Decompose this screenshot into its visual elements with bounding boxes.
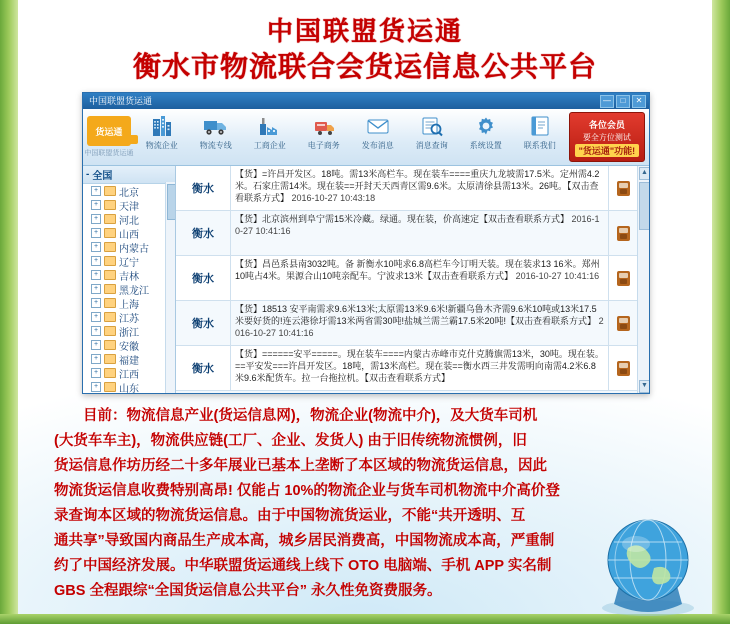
sidebar-item-label: 天津 xyxy=(119,201,139,213)
promo-line-2: 要全方位测试 xyxy=(582,132,631,142)
sidebar-item-tianjin[interactable] xyxy=(83,198,175,212)
phone-icon[interactable] xyxy=(617,181,630,196)
sidebar-item-shandong[interactable] xyxy=(83,380,175,394)
phone-icon[interactable] xyxy=(617,226,630,241)
paragraph-line-7: 约了中国经济发展。中华联盟货运通线上线下 OTO 电脑端、手机 APP 实名制 xyxy=(54,558,552,574)
cart-icon xyxy=(312,112,336,138)
paragraph-line-5: 录查询本区域的物流货运信息。由于中国物流货运业，不能“共开透明、互 xyxy=(54,508,526,524)
close-button[interactable]: ✕ xyxy=(632,95,646,108)
folder-icon xyxy=(104,186,116,196)
expand-icon[interactable]: + xyxy=(91,228,101,238)
folder-icon xyxy=(104,354,116,364)
expand-icon[interactable]: - xyxy=(86,169,90,180)
folder-icon xyxy=(104,340,116,350)
row-content[interactable] xyxy=(231,301,608,345)
sidebar-item-label: 内蒙古 xyxy=(119,243,149,255)
expand-icon[interactable]: + xyxy=(91,298,101,308)
region-tree-sidebar[interactable] xyxy=(83,166,176,394)
sidebar-item-fujian[interactable] xyxy=(83,352,175,366)
toolbar-label: 系统设置 xyxy=(469,141,502,150)
paragraph-line-1: 目前：物流信息产业(货运信息网)，物流企业(物流中介)，及大货车司机 xyxy=(83,408,538,424)
folder-icon xyxy=(104,256,116,266)
expand-icon[interactable]: + xyxy=(91,214,101,224)
scroll-down-arrow[interactable]: ▼ xyxy=(639,380,650,393)
row-timestamp: 2016-10-27 10:43:18 xyxy=(291,193,376,203)
toolbar-label: 工商企业 xyxy=(253,141,286,150)
toolbar-label: 消息查询 xyxy=(415,141,448,150)
page-title xyxy=(0,14,730,86)
sidebar-item-label: 山西 xyxy=(119,229,139,241)
title-line-2: 衡水市物流联合会货运信息公共平台 xyxy=(132,51,597,82)
toolbar-item-publish-message[interactable] xyxy=(351,112,405,151)
sidebar-item-jiangsu[interactable] xyxy=(83,310,175,324)
folder-icon xyxy=(104,298,116,308)
sidebar-item-label: 黑龙江 xyxy=(119,285,149,297)
row-city: 衡水 xyxy=(176,211,231,255)
paragraph-line-3: 货运信息作坊历经二十多年展业已基本上垄断了本区域的物流货运信息，因此 xyxy=(54,458,547,474)
sidebar-item-beijing[interactable] xyxy=(83,184,175,198)
folder-icon xyxy=(104,326,116,336)
app-logo xyxy=(83,109,135,165)
list-scrollbar[interactable] xyxy=(637,166,649,394)
left-green-border xyxy=(0,0,18,624)
list-scroll-thumb[interactable] xyxy=(639,182,650,230)
promo-line-3: "货运通"功能! xyxy=(575,144,640,157)
toolbar-label: 联系我们 xyxy=(523,141,556,150)
maximize-button[interactable]: □ xyxy=(616,95,630,108)
expand-icon[interactable]: + xyxy=(91,270,101,280)
right-green-border xyxy=(712,0,730,624)
phone-icon[interactable] xyxy=(617,361,630,376)
sidebar-item-liaoning[interactable] xyxy=(83,254,175,268)
logo-icon xyxy=(87,116,131,146)
expand-icon[interactable]: + xyxy=(91,200,101,210)
sidebar-item-label xyxy=(119,394,139,395)
sidebar-item-label: 江苏 xyxy=(119,313,139,325)
row-city: 衡水 xyxy=(176,301,231,345)
toolbar-label: 物流专线 xyxy=(199,141,232,150)
factory-icon xyxy=(258,112,282,138)
message-list[interactable] xyxy=(176,166,649,394)
window-titlebar[interactable] xyxy=(83,93,649,109)
row-action[interactable] xyxy=(608,346,637,390)
folder-icon xyxy=(104,200,116,210)
expand-icon[interactable]: + xyxy=(91,326,101,336)
sidebar-item-label: 山东 xyxy=(119,383,139,394)
toolbar-items[interactable] xyxy=(135,109,567,151)
row-action[interactable] xyxy=(608,301,637,345)
row-action[interactable] xyxy=(608,256,637,300)
scroll-up-arrow[interactable]: ▲ xyxy=(639,167,650,180)
sidebar-item-label: 辽宁 xyxy=(119,257,139,269)
logo-text: 货运通 xyxy=(95,126,123,137)
sidebar-item-label: 河北 xyxy=(119,215,139,227)
search-icon xyxy=(420,112,444,138)
row-content[interactable] xyxy=(231,211,608,255)
row-city: 衡水 xyxy=(176,166,231,210)
book-icon xyxy=(528,112,552,138)
row-city: 衡水 xyxy=(176,346,231,390)
expand-icon[interactable]: + xyxy=(91,382,101,392)
minimize-button[interactable]: — xyxy=(600,95,614,108)
application-window[interactable] xyxy=(82,92,650,394)
sidebar-item-label: 福建 xyxy=(119,355,139,367)
sidebar-item-label: 江西 xyxy=(119,369,139,381)
row-message: 【货】=许昌开发区。18吨。需13米高栏车。现在装车====重庆九龙坡需17.5米。定州需4.2米。石家庄需14米。现在装==开封天天西青区需9.6米。太原清徐县需13米。26吨。【双击查看联系方式】 xyxy=(235,169,600,203)
sidebar-item-label: 安徽 xyxy=(119,341,139,353)
folder-icon xyxy=(104,368,116,378)
toolbar-item-query-message[interactable] xyxy=(405,112,459,151)
message-rows[interactable] xyxy=(176,166,637,394)
window-controls[interactable] xyxy=(600,95,649,108)
folder-icon xyxy=(104,228,116,238)
expand-icon[interactable]: + xyxy=(91,186,101,196)
sidebar-item-neimenggu[interactable] xyxy=(83,240,175,254)
row-message: 【货】======安平=====。现在装车====内蒙古赤峰市克什克腾旗需13米，30吨。现在装。==平安发===许昌开发区。18吨，需13米高栏。现在装==衡水西三井发需明向南需4.2米6.8米9.6米配货车。拉一台拖拉机。【双击查看联系方式】 xyxy=(235,349,604,383)
phone-icon[interactable] xyxy=(617,271,630,286)
toolbar-item-system-settings[interactable] xyxy=(459,112,513,151)
toolbar-label: 发布消息 xyxy=(361,141,394,150)
toolbar-label: 电子商务 xyxy=(307,141,340,150)
paragraph-line-4: 物流货运信息收费特别高昂! 仅能占 10%的物流企业与货车司机物流中介高价登 xyxy=(54,483,560,499)
sidebar-item-shanghai[interactable] xyxy=(83,296,175,310)
table-row[interactable] xyxy=(176,256,637,301)
row-city: 衡水 xyxy=(176,256,231,300)
table-row[interactable] xyxy=(176,166,637,211)
expand-icon[interactable]: + xyxy=(91,340,101,350)
row-content[interactable] xyxy=(231,346,608,390)
sidebar-item-jilin[interactable] xyxy=(83,268,175,282)
row-message: 【货】18513 安平南需求9.6米13米;太原需13米9.6米!新疆乌鲁木齐需9.6米10吨或13米17.5米要好货的!连云港徐圩需13米两省需30吨!盐城兰需兰霸17.5米20吨!【双击查看联系方式】 xyxy=(235,304,597,326)
row-content[interactable] xyxy=(231,166,608,210)
promo-line-1: 各位会员 xyxy=(588,119,625,130)
toolbar-item-logistics-companies[interactable] xyxy=(135,112,189,151)
row-action[interactable] xyxy=(608,166,637,210)
row-message: 【货】昌邑系县南3032吨。备 新衡水10吨求6.8高栏车今订明天装。现在装求13 16米。郑州10吨占4米。果源合山10吨亲配车。宁波求13米【双击查看联系方式】 xyxy=(235,259,600,281)
sidebar-item-heilongjiang[interactable] xyxy=(83,282,175,296)
table-row[interactable] xyxy=(176,301,637,346)
toolbar-item-industrial-companies[interactable] xyxy=(243,112,297,151)
sidebar-item-label: 浙江 xyxy=(119,327,139,339)
sidebar-item-label: 吉林 xyxy=(119,271,139,283)
expand-icon[interactable]: + xyxy=(91,312,101,322)
folder-icon xyxy=(104,270,116,280)
table-row[interactable] xyxy=(176,211,637,256)
main-toolbar[interactable] xyxy=(83,109,649,166)
gear-icon xyxy=(474,112,498,138)
paragraph-line-8: GBS 全程跟综“全国货运信息公共平台” 永久性免资费服务。 xyxy=(54,583,442,599)
folder-icon xyxy=(104,312,116,322)
mail-icon xyxy=(366,112,390,138)
expand-icon[interactable]: + xyxy=(91,242,101,252)
toolbar-item-logistics-lines[interactable] xyxy=(189,112,243,151)
window-title: 中国联盟货运通 xyxy=(89,96,153,106)
sidebar-item-hebei[interactable] xyxy=(83,212,175,226)
sidebar-list[interactable] xyxy=(83,184,175,394)
paragraph-line-2: (大货车车主)，物流供应链(工厂、企业、发货人) 由于旧传统物流惯例，旧 xyxy=(54,433,527,449)
row-timestamp: 2016-10-27 10:41:16 xyxy=(235,214,600,236)
row-action[interactable] xyxy=(608,211,637,255)
toolbar-label: 物流企业 xyxy=(145,141,178,150)
sidebar-item-anhui[interactable] xyxy=(83,338,175,352)
folder-icon xyxy=(104,214,116,224)
sidebar-item-label: 上海 xyxy=(119,299,139,311)
sidebar-header[interactable] xyxy=(83,166,175,184)
sidebar-scroll-thumb[interactable] xyxy=(167,184,176,220)
row-message: 【货】北京滨州到阜宁需15米冷藏。绿通。现在装，价高速定【双击查看联系方式】 xyxy=(235,214,570,224)
row-content[interactable] xyxy=(231,256,608,300)
row-timestamp: 2016-10-27 10:41:16 xyxy=(235,316,604,338)
sidebar-header-label: 全国 xyxy=(92,171,113,182)
toolbar-item-contact-us[interactable] xyxy=(513,112,567,151)
folder-icon xyxy=(104,382,116,392)
sidebar-item-zhejiang[interactable] xyxy=(83,324,175,338)
sidebar-item-label: 北京 xyxy=(119,187,139,199)
logo-caption: 中国联盟货运通 xyxy=(84,150,134,157)
expand-icon[interactable]: + xyxy=(91,284,101,294)
table-row[interactable] xyxy=(176,346,637,391)
sidebar-scrollbar[interactable] xyxy=(165,182,175,394)
row-timestamp: 2016-10-27 10:41:16 xyxy=(515,271,600,281)
building-icon xyxy=(150,112,174,138)
folder-icon xyxy=(104,284,116,294)
folder-icon xyxy=(104,242,116,252)
description-paragraph xyxy=(54,404,674,604)
sidebar-item-shanxi[interactable] xyxy=(83,226,175,240)
promo-banner[interactable] xyxy=(569,112,645,162)
expand-icon[interactable]: + xyxy=(91,256,101,266)
toolbar-item-ecommerce[interactable] xyxy=(297,112,351,151)
sidebar-item-jiangxi[interactable] xyxy=(83,366,175,380)
expand-icon[interactable]: + xyxy=(91,368,101,378)
truck-icon xyxy=(203,112,229,138)
phone-icon[interactable] xyxy=(617,316,630,331)
expand-icon[interactable]: + xyxy=(91,354,101,364)
window-body xyxy=(83,166,649,394)
paragraph-line-6: 通共享”导致国内商品生产成本高，城乡居民消费高，中国物流成本高，严重制 xyxy=(54,533,555,549)
title-line-1: 中国联盟货运通 xyxy=(266,16,463,46)
